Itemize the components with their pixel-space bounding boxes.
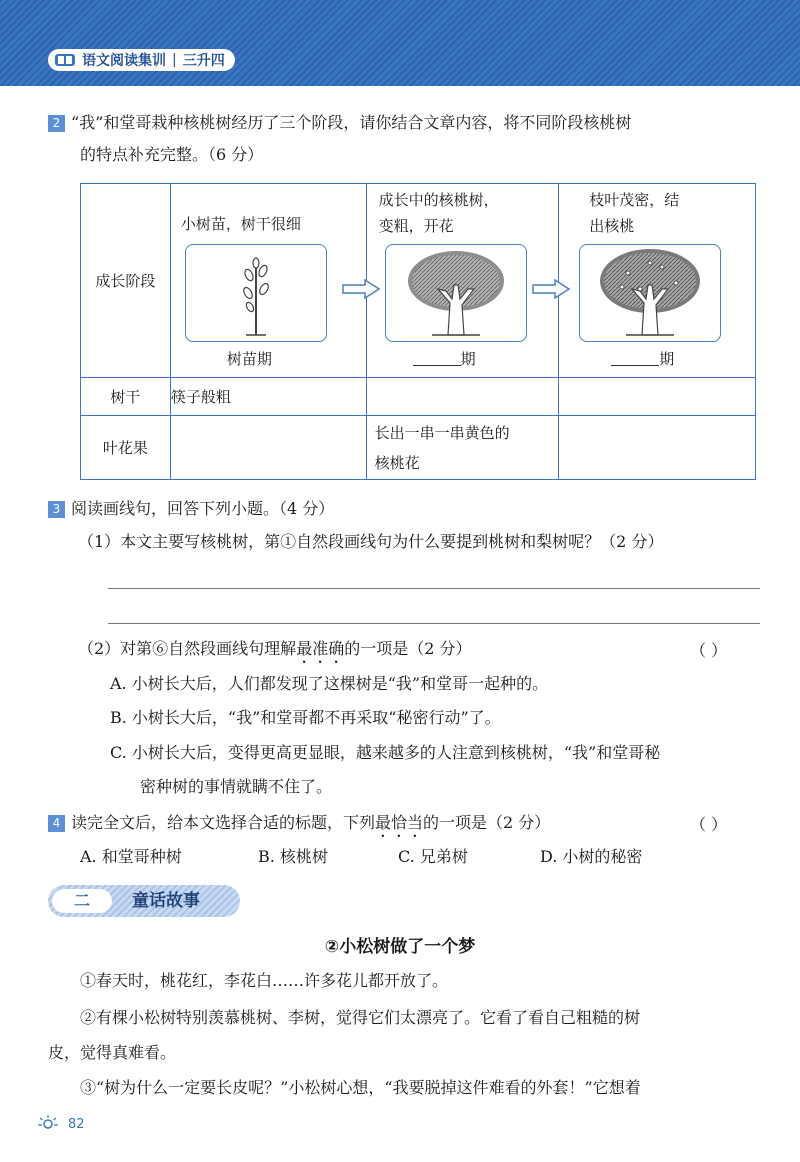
book-icon <box>54 53 76 67</box>
trunk-stage-3-blank[interactable] <box>559 378 756 416</box>
leaf-stage-2-line2: 核桃花 <box>374 453 420 472</box>
q4-option-a: A. 和堂哥种树 <box>80 847 182 866</box>
sun-icon <box>38 1114 64 1134</box>
q3-option-a: A. 小树长大后，人们都发现了这棵树是“我”和堂哥一起种的。 <box>110 674 549 693</box>
stage-2-blank[interactable] <box>413 351 461 366</box>
leaf-stage-2-line1: 长出一串一串黄色的 <box>374 423 510 442</box>
question-3-sub2 <box>78 634 471 667</box>
section-number: 二 <box>52 889 112 913</box>
q4-text-c: 的一项是（2 分） <box>423 813 551 832</box>
row-label-leaf: 叶花果 <box>81 416 171 480</box>
trunk-stage-2-blank[interactable] <box>366 378 559 416</box>
q4-option-b: B. 核桃树 <box>258 847 328 866</box>
stage-1-period: 树苗期 <box>226 350 272 368</box>
question-number: 2 <box>48 115 65 132</box>
story-paragraph-2-cont: 皮，觉得真难看。 <box>48 1043 177 1062</box>
stage-3-cell <box>559 184 756 378</box>
q4-option-d: D. 小树的秘密 <box>540 847 643 866</box>
arrow-right-icon <box>531 279 571 303</box>
stage-2-caption-2: 变粗，开花 <box>378 217 454 235</box>
story-paragraph-3: ③“树为什么一定要长皮呢？”小松树心想，“我要脱掉这件难看的外套！”它想着 <box>80 1078 641 1097</box>
q3-option-b: B. 小树长大后，“我”和堂哥都不再采取“秘密行动”了。 <box>110 708 501 727</box>
story-paragraph-1: ①春天时，桃花红，李花白……许多花儿都开放了。 <box>80 971 449 990</box>
q3-option-c: C. 小树长大后，变得更高更显眼，越来越多的人注意到核桃树，“我”和堂哥秘 <box>110 743 661 762</box>
sapling-image <box>185 244 327 342</box>
row-label-trunk: 树干 <box>81 378 171 416</box>
section-title: 童话故事 <box>132 891 200 911</box>
series-pill <box>48 49 235 71</box>
stage-1-caption: 小树苗，树干很细 <box>180 215 301 233</box>
growth-table <box>80 183 756 480</box>
grown-tree-image <box>579 244 721 342</box>
stage-2-period <box>413 348 476 369</box>
question-2-line2: 的特点补充完整。（6 分） <box>80 145 264 164</box>
stage-3-period-suffix: 期 <box>659 350 675 368</box>
stage-2-period-suffix: 期 <box>460 350 476 368</box>
question-number: 4 <box>48 815 65 832</box>
question-text: “我”和堂哥栽种核桃树经历了三个阶段，请你结合文章内容，将不同阶段核桃树 <box>71 113 632 132</box>
q3-option-c-cont: 密种树的事情就瞒不住了。 <box>140 777 333 796</box>
arrow-right-icon <box>341 279 381 303</box>
stage-3-blank[interactable] <box>611 351 659 366</box>
stage-3-caption-1: 枝叶茂密，结 <box>589 191 680 209</box>
stage-3-period <box>611 348 674 369</box>
answer-line-1[interactable] <box>108 588 760 589</box>
question-3 <box>48 494 334 524</box>
footer <box>38 1114 85 1134</box>
answer-paren-q3[interactable]: （ ） <box>690 641 728 660</box>
sub2-text-a: （2）对第⑥自然段画线句理解 <box>78 639 297 658</box>
section-tag <box>48 885 240 917</box>
question-3-sub1: （1）本文主要写核桃树，第①自然段画线句为什么要提到桃树和梨树呢？（2 分） <box>78 532 664 551</box>
stage-3-caption-2: 出核桃 <box>589 217 635 235</box>
stage-1-cell <box>170 184 366 378</box>
series-title: 语文阅读集训 <box>82 53 166 69</box>
header-separator: | <box>172 52 177 68</box>
stage-2-caption-1: 成长中的核桃树， <box>378 191 499 209</box>
leaf-stage-2 <box>366 416 559 480</box>
stage-2-cell <box>366 184 559 378</box>
header-banner <box>0 0 800 86</box>
question-4 <box>48 808 550 841</box>
q4-option-c: C. 兄弟树 <box>398 847 468 866</box>
answer-line-2[interactable] <box>108 623 760 624</box>
question-2 <box>48 108 631 138</box>
q4-emphasis: 最恰当 <box>375 813 424 832</box>
leaf-stage-1-blank[interactable] <box>170 416 366 480</box>
answer-paren-q4[interactable]: （ ） <box>690 815 728 834</box>
grade-label: 三升四 <box>182 53 225 69</box>
story-title: ②小松树做了一个梦 <box>324 937 476 957</box>
growing-tree-image <box>385 244 527 342</box>
sub2-emphasis: 最准确 <box>296 639 345 658</box>
story-paragraph-2: ②有棵小松树特别羡慕桃树、李树，觉得它们太漂亮了。它看了看自己粗糙的树 <box>80 1008 641 1027</box>
trunk-stage-1: 筷子般粗 <box>170 378 366 416</box>
sub2-text-c: 的一项是（2 分） <box>344 639 472 658</box>
row-label-stage: 成长阶段 <box>81 184 171 378</box>
question-number: 3 <box>48 501 65 518</box>
q4-text-a: 读完全文后，给本文选择合适的标题，下列 <box>71 813 376 832</box>
page-number: 82 <box>68 1116 85 1132</box>
question-text: 阅读画线句，回答下列小题。（4 分） <box>71 499 335 518</box>
leaf-stage-3-blank[interactable] <box>559 416 756 480</box>
